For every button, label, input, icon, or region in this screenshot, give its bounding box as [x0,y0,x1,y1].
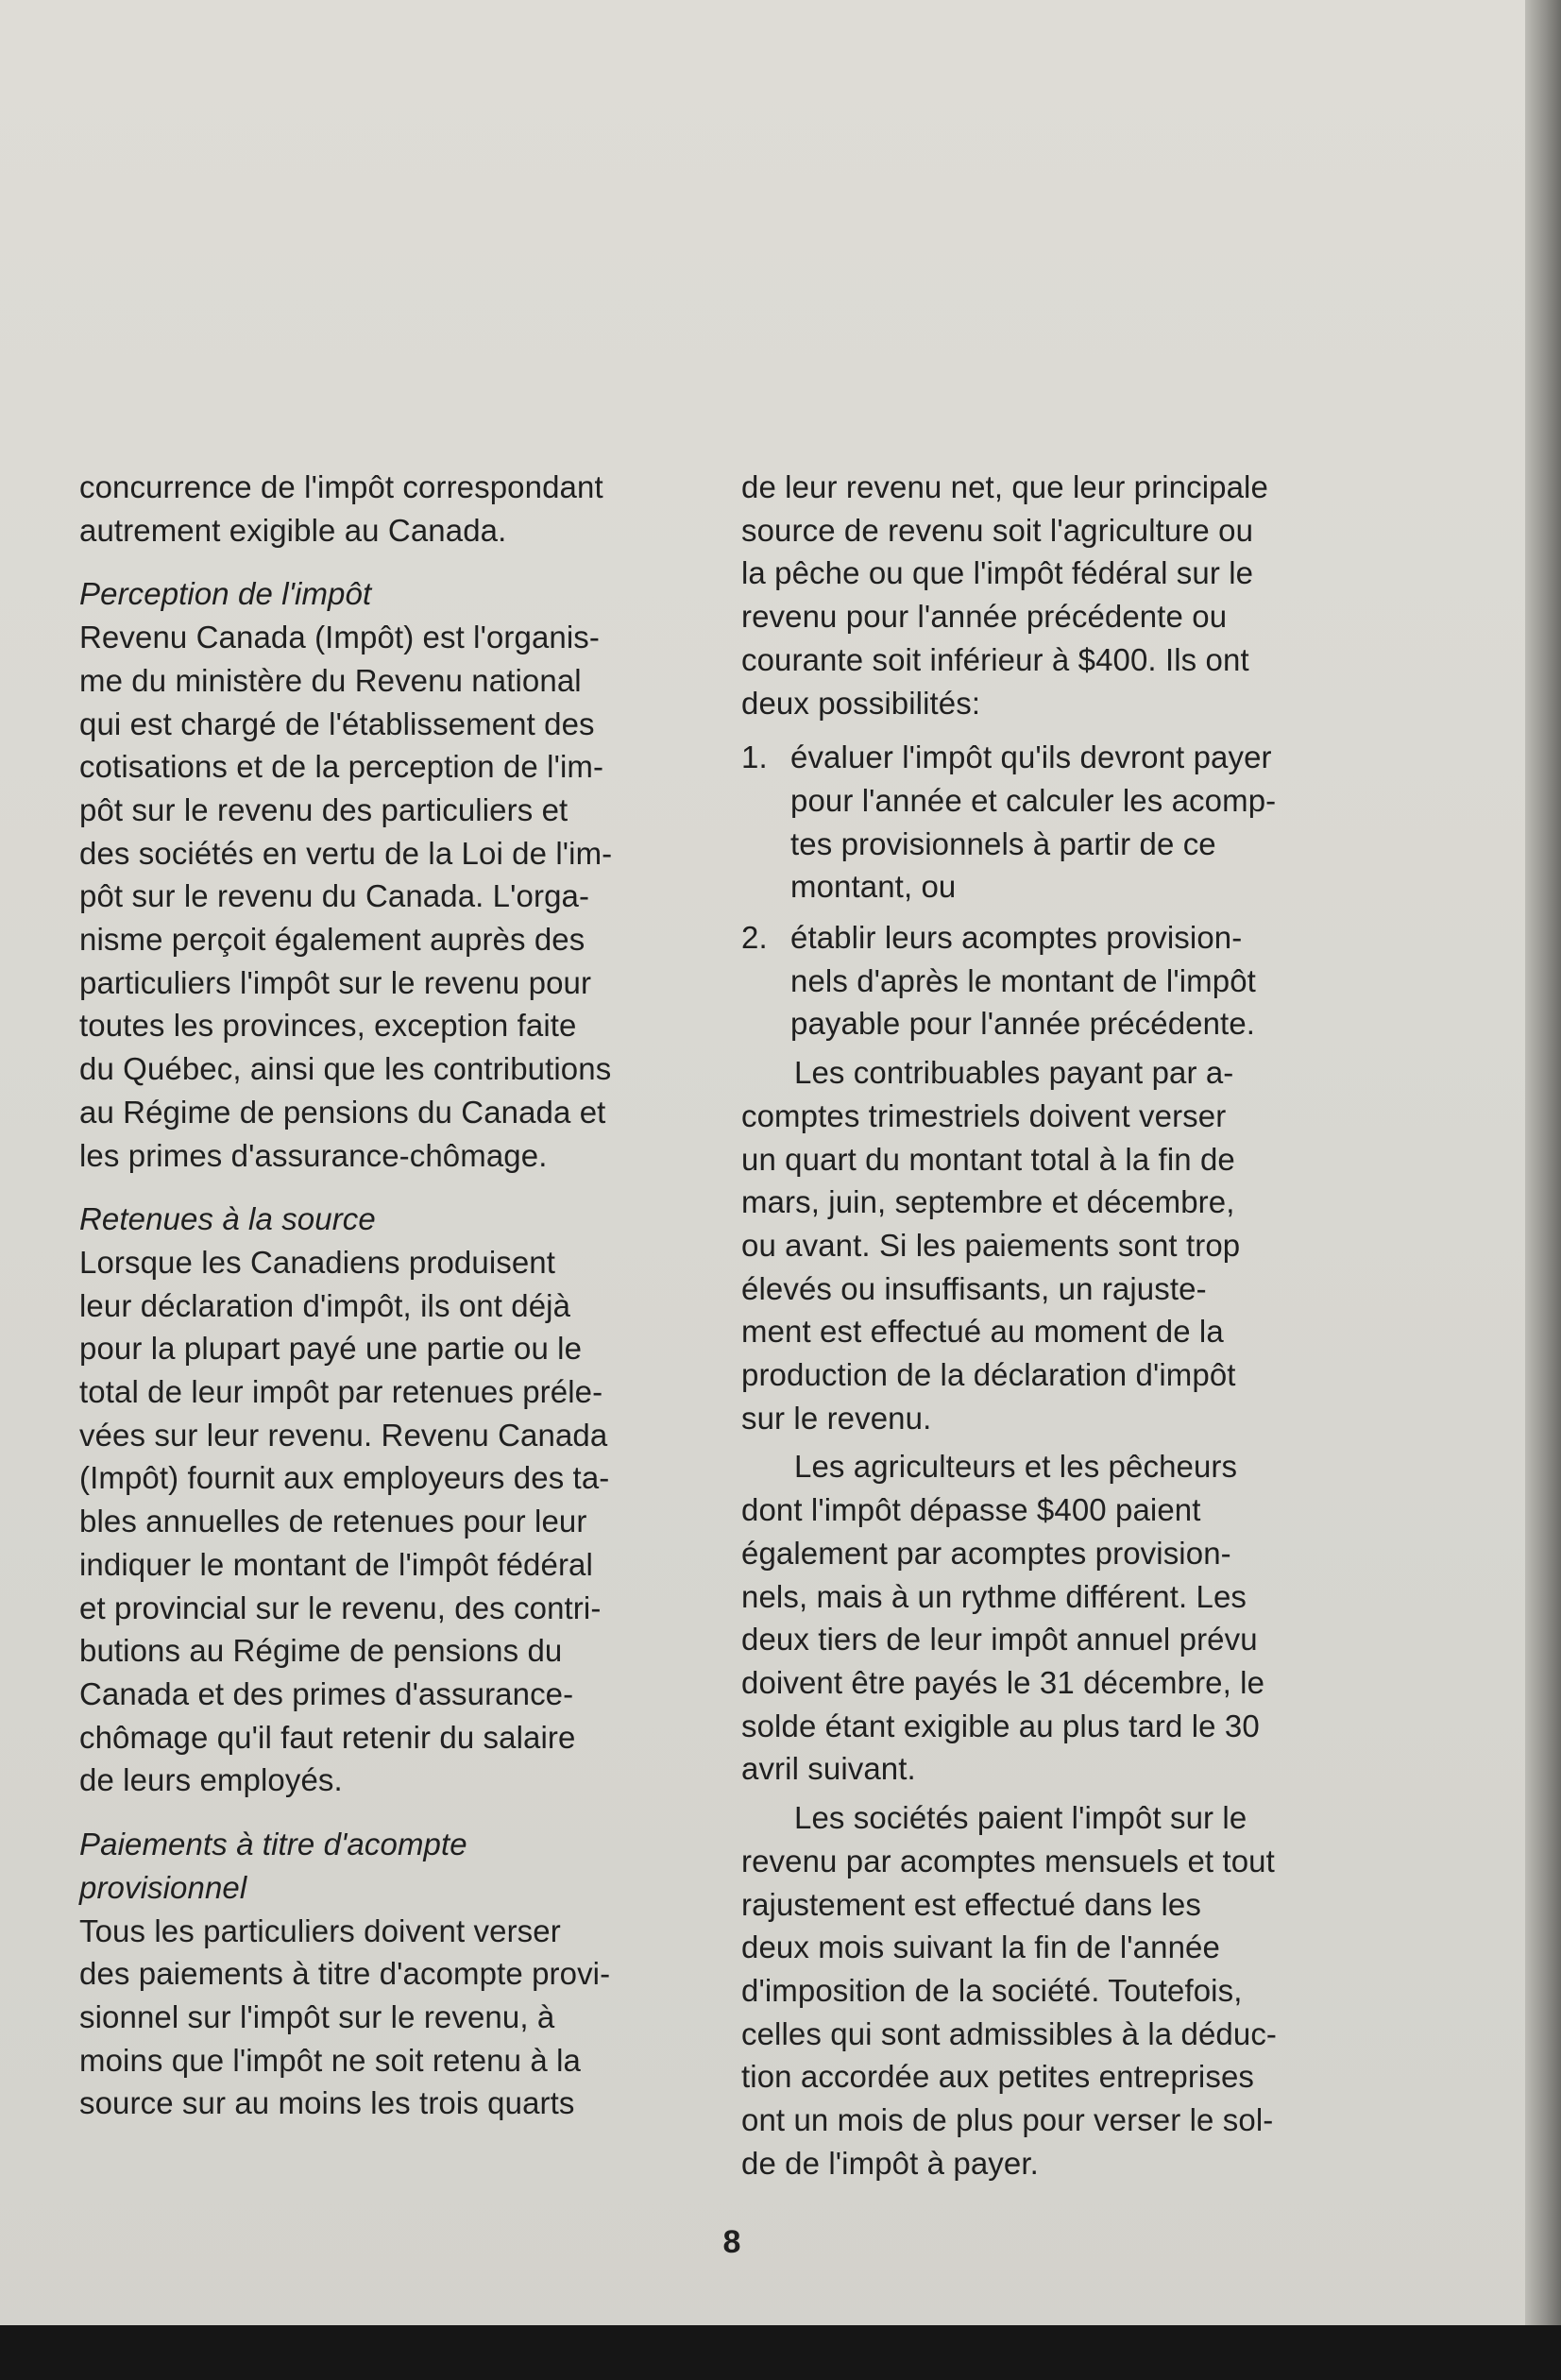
section-heading-perception: Perception de l'impôt [79,576,372,612]
list-item [741,916,1374,1046]
text-line: pôt sur le revenu des particuliers et [79,791,568,827]
text-line: Les agriculteurs et les pêcheurs [794,1449,1238,1485]
text-line: total de leur impôt par retenues préle- [79,1374,603,1410]
text-line: Revenu Canada (Impôt) est l'organis- [79,620,601,655]
text-line: (Impôt) fournit aux employeurs des ta- [79,1460,610,1496]
text-line: de leur revenu net, que leur principale [741,469,1268,504]
text-line: pour l'année et calculer les acomp- [790,782,1277,818]
text-line: solde étant exigible au plus tard le 30 [741,1708,1260,1743]
text-line: toutes les provinces, exception faite [79,1008,577,1044]
page-number: 8 [722,2224,741,2260]
text-line: ment est effectué au moment de la [741,1314,1224,1350]
text-line: les primes d'assurance-chômage. [79,1137,548,1173]
text-line: rajustement est effectué dans les [741,1886,1201,1922]
text-line: de leurs employés. [79,1762,343,1798]
text-line: ont un mois de plus pour verser le sol- [741,2102,1274,2138]
text-line: sur le revenu. [741,1400,932,1436]
text-line: revenu pour l'année précédente ou [741,599,1228,635]
text-line: Lorsque les Canadiens produisent [79,1244,556,1280]
text-line: tes provisionnels à partir de ce [790,825,1216,861]
text-line: des paiements à titre d'acompte provi- [79,1956,611,1992]
text-line: payable pour l'année précédente. [790,1006,1256,1042]
text-line: revenu par acomptes mensuels et tout [741,1843,1275,1878]
text-line: également par acomptes provision- [741,1535,1231,1571]
text-line: butions au Régime de pensions du [79,1633,563,1669]
text-line: établir leurs acomptes provision- [790,920,1243,956]
paragraph-gap [741,909,1374,916]
right-column [741,466,1374,2184]
section-heading-paiements: Paiements à titre d'acompte [79,1827,467,1862]
text-line: moins que l'impôt ne soit retenu à la [79,2042,581,2078]
paragraph-gap [79,552,693,572]
section-heading-paiements: provisionnel [79,1869,247,1905]
text-line: deux possibilités: [741,685,981,721]
text-line: celles qui sont admissibles à la déduc- [741,2015,1278,2051]
text-line: montant, ou [790,869,957,905]
text-line: indiquer le montant de l'impôt fédéral [79,1546,593,1582]
list-number: 1. [741,740,768,775]
text-line: qui est chargé de l'établissement des [79,706,595,741]
text-line: chômage qu'il faut retenir du salaire [79,1719,576,1755]
paragraph-gap [741,724,1374,736]
list-item [741,736,1374,909]
text-line: élevés ou insuffisants, un rajuste- [741,1270,1207,1306]
text-line: cotisations et de la perception de l'im- [79,749,604,785]
text-line: nels, mais à un rythme différent. Les [741,1578,1247,1614]
text-line: et provincial sur le revenu, des contri- [79,1590,602,1625]
text-line: Les sociétés paient l'impôt sur le [794,1800,1247,1836]
text-line: nels d'après le montant de l'impôt [790,962,1256,998]
text-line: Les contribuables payant par a- [794,1055,1234,1091]
text-line: au Régime de pensions du Canada et [79,1094,606,1130]
text-line: me du ministère du Revenu national [79,662,582,698]
text-line: particuliers l'impôt sur le revenu pour [79,964,592,1000]
text-line: bles annuelles de retenues pour leur [79,1504,587,1539]
text-line: source de revenu soit l'agriculture ou [741,512,1254,548]
text-line: pour la plupart payé une partie ou le [79,1331,583,1367]
scan-bottom-border [0,2325,1561,2380]
text-line: deux tiers de leur impôt annuel prévu [741,1622,1258,1658]
text-line: courante soit inférieur à $400. Ils ont [741,641,1249,677]
text-line: du Québec, ainsi que les contributions [79,1051,612,1087]
text-line: des sociétés en vertu de la Loi de l'im- [79,835,613,871]
text-line: nisme perçoit également auprès des [79,922,585,958]
left-column [79,466,693,2125]
page-edge-shadow [1525,0,1561,2380]
text-line: comptes trimestriels doivent verser [741,1097,1227,1133]
text-line: source sur au moins les trois quarts [79,2085,575,2121]
text-line: mars, juin, septembre et décembre, [741,1184,1235,1220]
section-heading-retenues: Retenues à la source [79,1201,376,1237]
text-line: autrement exigible au Canada. [79,512,507,548]
paragraph-gap [79,1177,693,1198]
text-line: évaluer l'impôt qu'ils devront payer [790,740,1272,775]
text-line: pôt sur le revenu du Canada. L'orga- [79,878,590,914]
paragraph-gap [79,1802,693,1823]
text-line: d'imposition de la société. Toutefois, [741,1972,1243,2008]
text-line: de de l'impôt à payer. [741,2145,1039,2181]
text-line: sionnel sur l'impôt sur le revenu, à [79,1998,555,2034]
text-line: ou avant. Si les paiements sont trop [741,1227,1241,1263]
list-number: 2. [741,920,768,956]
text-line: production de la déclaration d'impôt [741,1357,1236,1393]
text-line: tion accordée aux petites entreprises [741,2059,1255,2095]
text-line: leur déclaration d'impôt, ils ont déjà [79,1287,571,1323]
text-line: deux mois suivant la fin de l'année [741,1930,1220,1965]
text-line: doivent être payés le 31 décembre, le [741,1664,1265,1700]
text-line: vées sur leur revenu. Revenu Canada [79,1417,608,1453]
text-line: un quart du montant total à la fin de [741,1141,1235,1177]
text-line: la pêche ou que l'impôt fédéral sur le [741,555,1254,591]
text-line: dont l'impôt dépasse $400 paient [741,1492,1201,1528]
text-line: concurrence de l'impôt correspondant [79,469,603,504]
text-line: avril suivant. [741,1751,916,1787]
text-line: Tous les particuliers doivent verser [79,1912,561,1948]
text-line: Canada et des primes d'assurance- [79,1675,574,1711]
